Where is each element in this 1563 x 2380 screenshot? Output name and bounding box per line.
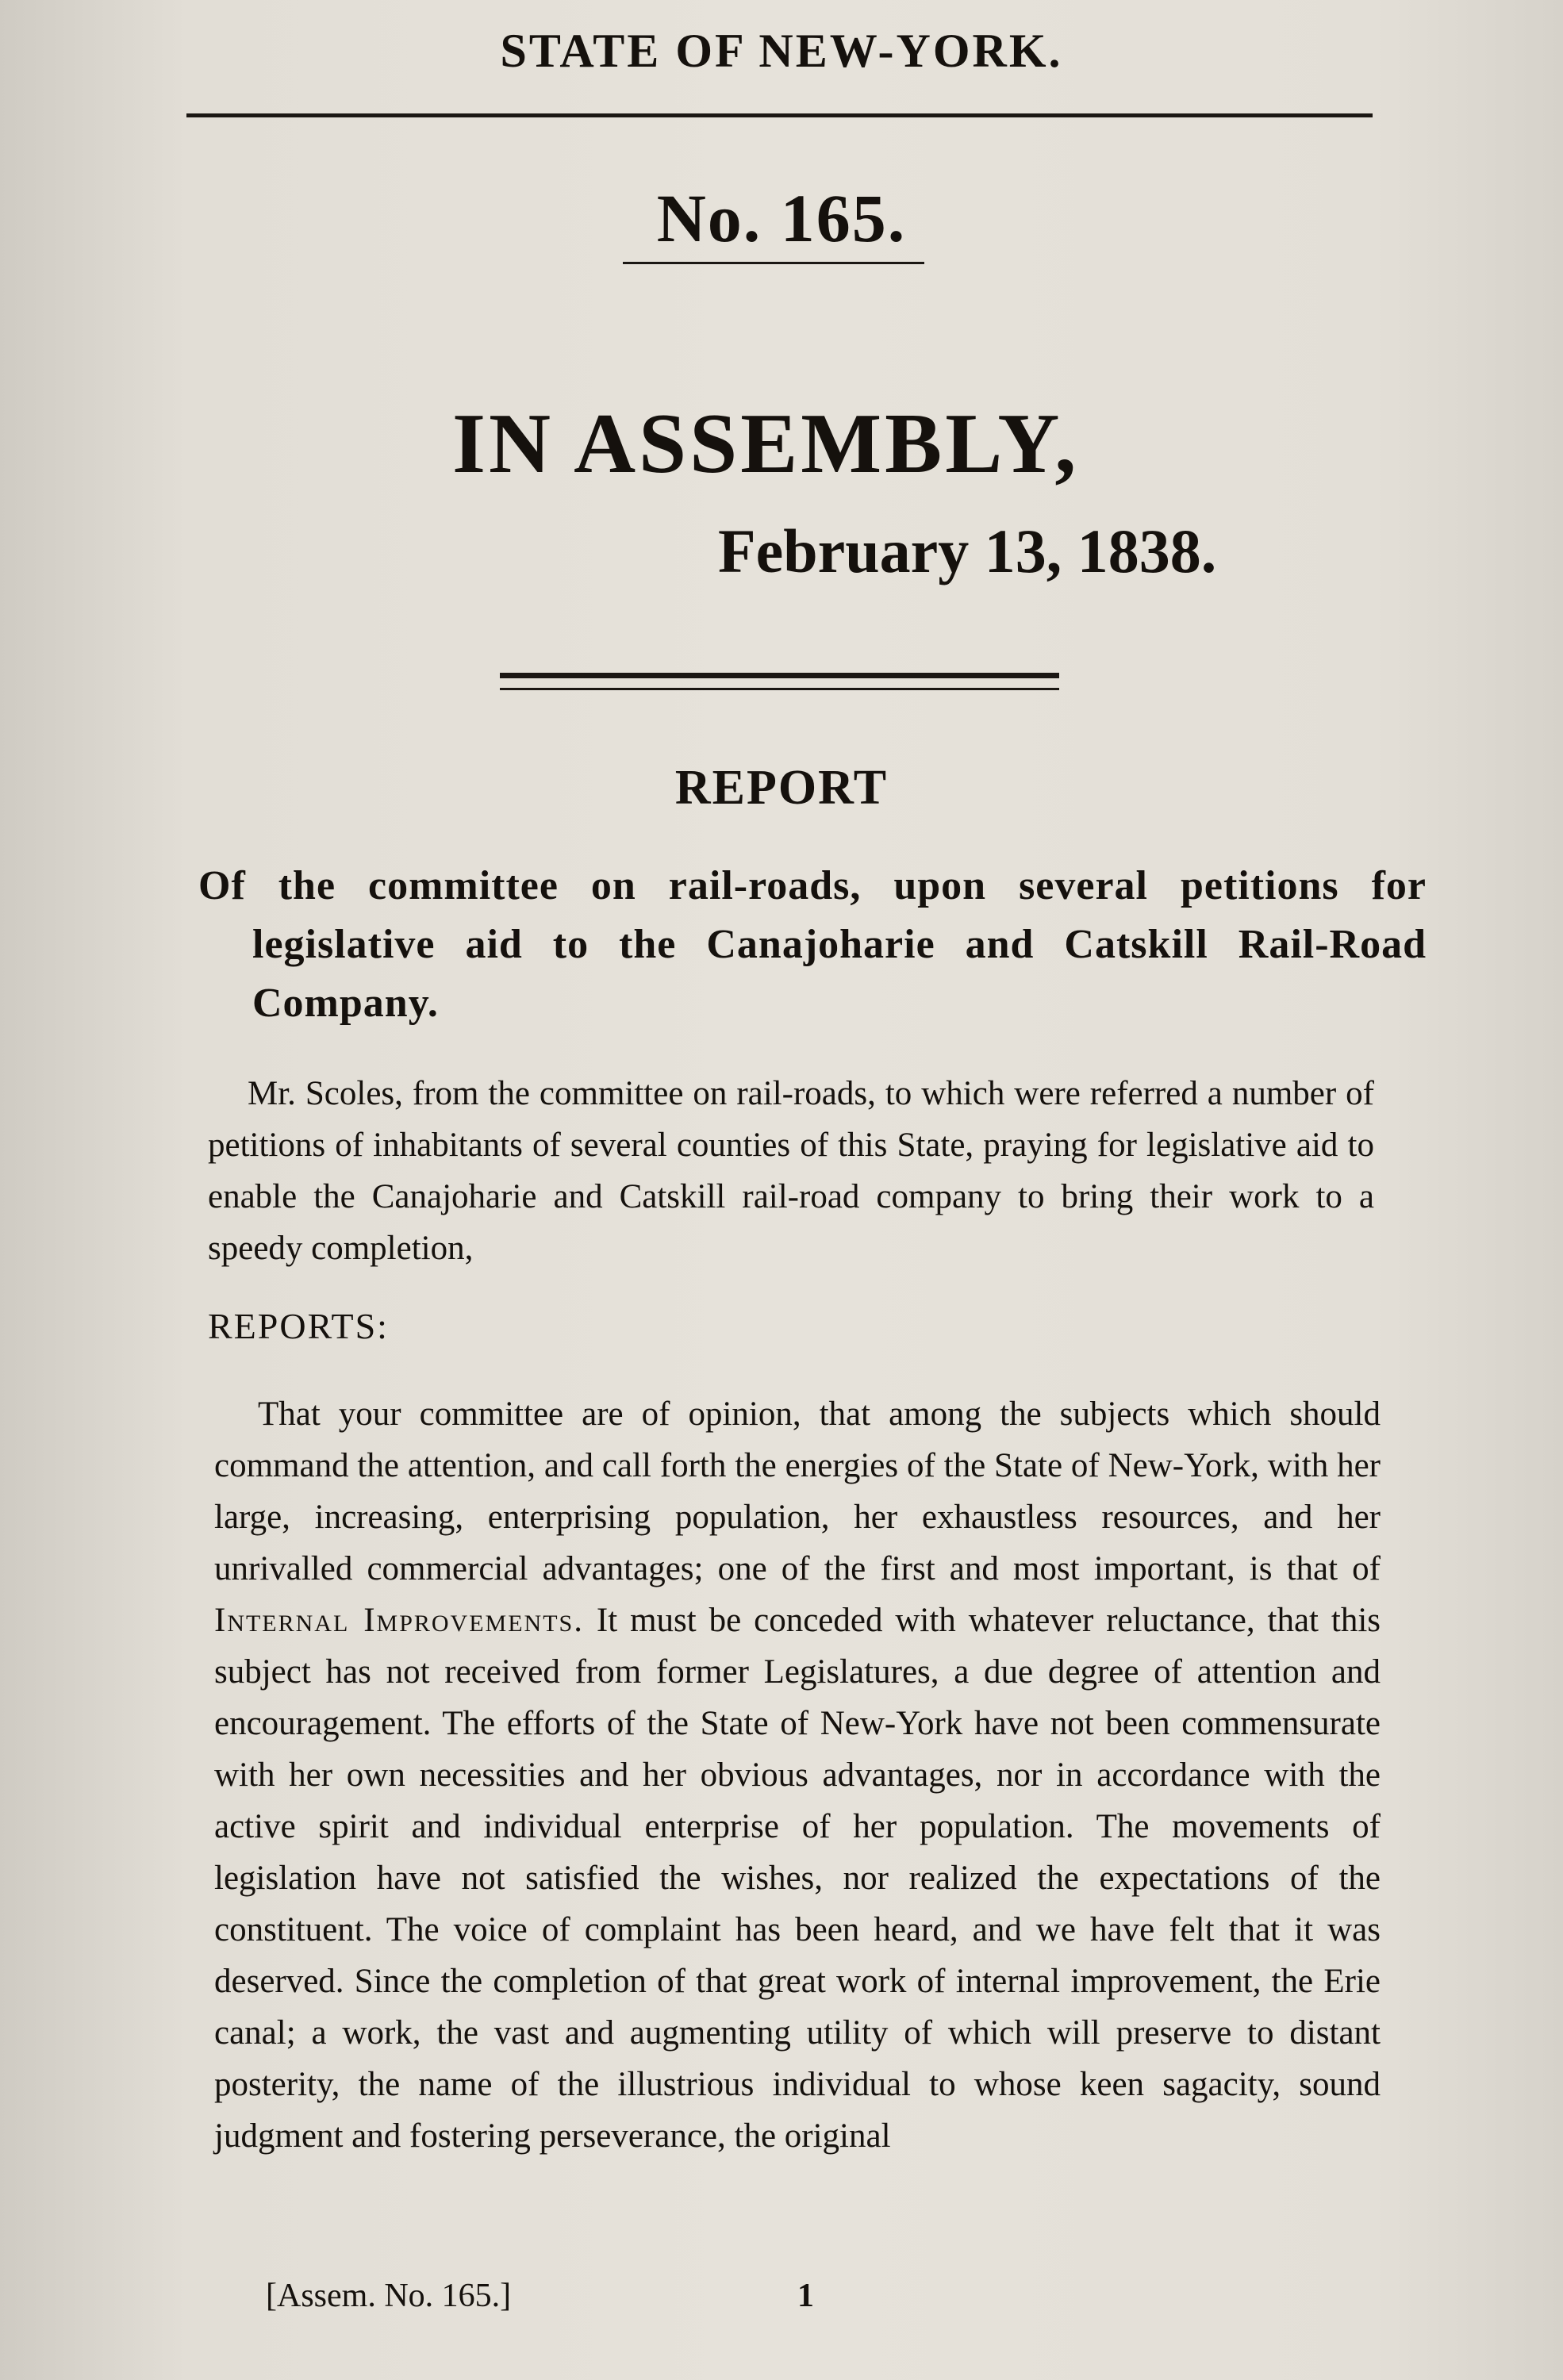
body-text-part2: It must be conceded with whatever reluctance, that this subject has not received from former Legislatures, a due degree of attention and encouragement. The efforts of the State of New-York have not been commensurate with her own necessities and her obvious advantages, nor in accordance with the active spirit and individual enterprise of her population. The movements of legislation have not satisfied the wishes, nor realized the expectations of the constituent. The voice of complaint has been heard, and we have felt that it was deserved. Since the completion of that great work of internal improvement, the Erie canal; a work, the vast and augmenting utility of which will preserve to distant posterity, the name of the illustrious individual to whose keen sagacity, sound judgment and fostering perseverance, the original	[214, 1602, 1381, 2155]
assembly-date: February 13, 1838.	[718, 516, 1217, 585]
top-rule	[186, 113, 1373, 117]
intro-paragraph: Mr. Scoles, from the committee on rail-roads, to which were referred a number of petitions of inhabitants of several counties of this State, praying for legislative aid to enable the Canajoharie and Catskill rail-road company to bring their work to a speedy completion,	[208, 1075, 1374, 1267]
footer-signature: [Assem. No. 165.]	[266, 2278, 512, 2314]
body-text-part1: That your committee are of opinion, that among the subjects which should command the attention, and call forth the energies of the State of New-York, with her large, increasing, enterprising population, her exhaustless resources, and her unrivalled commercial advantages; one of the first and most important, is that of	[214, 1395, 1381, 1587]
internal-improvements-emphasis: Internal Improvements.	[214, 1602, 584, 1639]
body-paragraph	[214, 1388, 1381, 2162]
reports-label: REPORTS:	[208, 1306, 389, 1346]
assembly-title: IN ASSEMBLY,	[452, 397, 1080, 491]
report-subtitle: Of the committee on rail-roads, upon several petitions for legislative aid to the Canajoharie and Catskill Rail-Road Company.	[198, 863, 1427, 1026]
page-number: 1	[797, 2278, 814, 2314]
state-heading: STATE OF NEW-YORK.	[500, 25, 1063, 77]
double-rule	[500, 673, 1059, 690]
document-number: No. 165.	[656, 180, 907, 256]
number-underline	[623, 262, 924, 264]
report-title: REPORT	[674, 761, 889, 815]
